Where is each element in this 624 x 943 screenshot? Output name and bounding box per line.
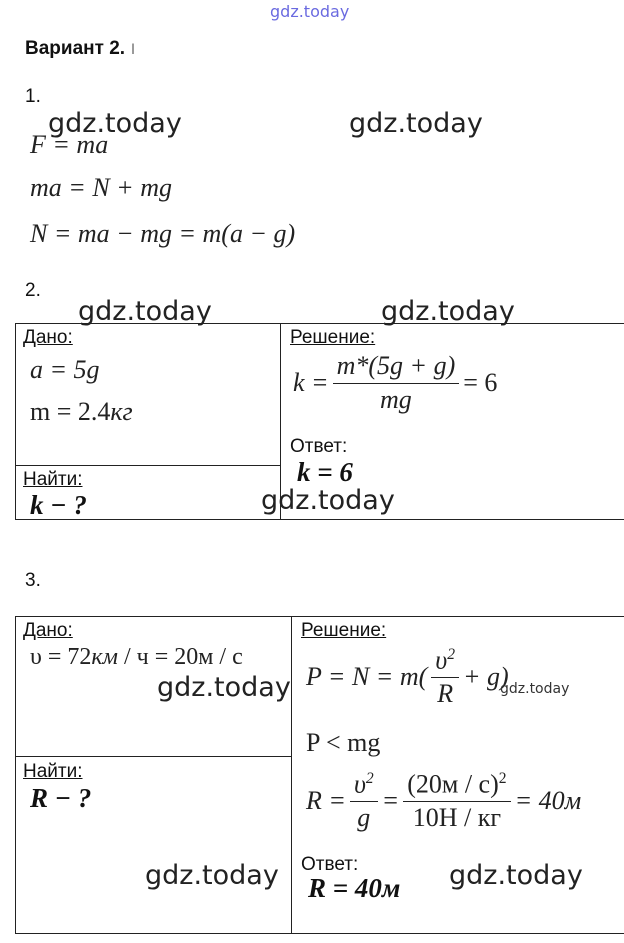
task3-find-title: Найти: bbox=[23, 761, 83, 782]
task3-sol3-denominator-2: 10Н / кг bbox=[412, 803, 502, 833]
task3-given-v: υ = 72 bbox=[30, 644, 92, 670]
text-cursor: ı bbox=[130, 38, 136, 59]
task2-sol-lhs: k = bbox=[293, 368, 329, 398]
task3-sol1-numerator: $\upsilon^2$ bbox=[431, 646, 459, 678]
task2-given-m-unit: кг bbox=[110, 397, 133, 426]
task3-sol3-lhs: R = bbox=[306, 786, 346, 816]
page-title-text: Вариант 2. bbox=[25, 38, 131, 59]
task3-sol3-fraction-2 bbox=[403, 770, 510, 833]
task2-solution-formula bbox=[293, 352, 497, 414]
task3-given-speed bbox=[30, 644, 243, 671]
watermark: gdz.today bbox=[78, 296, 212, 327]
task2-find: k − ? bbox=[30, 490, 87, 520]
watermark: gdz.today bbox=[157, 672, 291, 703]
task3-sol3-rhs: = 40м bbox=[514, 786, 582, 816]
task2-sol-denominator: mg bbox=[380, 384, 412, 414]
task1-equation-3: N = ma − mg = m(a − g) bbox=[30, 219, 296, 248]
task2-solution-title: Решение: bbox=[290, 327, 376, 348]
task2-sol-rhs: = 6 bbox=[463, 368, 498, 398]
task2-sol-numerator: m*(5g + g) bbox=[333, 352, 460, 384]
task1-number: 1. bbox=[25, 86, 41, 107]
task3-sol3-eq: = bbox=[381, 786, 400, 816]
task2-given-title: Дано: bbox=[23, 327, 73, 348]
task2-answer-title: Ответ: bbox=[290, 436, 348, 457]
task3-solution-title: Решение: bbox=[301, 620, 387, 641]
watermark: gdz.today bbox=[48, 108, 182, 139]
watermark: gdz.today bbox=[449, 860, 583, 891]
task3-sol1-denominator: R bbox=[437, 679, 454, 709]
task3-sol3-numerator-1: $\upsilon^2$ bbox=[350, 770, 378, 802]
task3-solution-formula-1 bbox=[306, 646, 509, 709]
task3-sol3-numerator-2: (20м / с)$^2$ bbox=[403, 770, 510, 802]
task3-sol1-rhs: + g) bbox=[463, 662, 509, 692]
task3-given-km: км bbox=[91, 644, 118, 670]
page-title bbox=[25, 38, 136, 60]
task3-solution-formula-3 bbox=[306, 770, 581, 833]
task1-equation-1: F = ma bbox=[30, 130, 109, 159]
task3-sol1-fraction bbox=[431, 646, 459, 709]
watermark: gdz.today bbox=[381, 296, 515, 327]
task2-find-title: Найти: bbox=[23, 469, 83, 490]
task2-answer: k = 6 bbox=[297, 457, 353, 487]
small-watermark: gdz.today bbox=[500, 681, 570, 697]
task3-sol3-fraction-1 bbox=[350, 770, 378, 833]
task2-given-m bbox=[30, 397, 133, 427]
task2-number: 2. bbox=[25, 280, 41, 301]
task3-answer: R = 40м bbox=[308, 873, 401, 903]
watermark: gdz.today bbox=[349, 108, 483, 139]
header-watermark: gdz.today bbox=[270, 2, 350, 21]
task3-sol1-lhs: P = N = m( bbox=[306, 662, 428, 692]
task3-find: R − ? bbox=[30, 783, 92, 813]
watermark: gdz.today bbox=[261, 485, 395, 516]
task2-given-m-value: m = 2.4 bbox=[30, 397, 111, 426]
task3-solution-formula-2: P < mg bbox=[306, 728, 381, 757]
task3-number: 3. bbox=[25, 570, 41, 591]
task3-answer-title: Ответ: bbox=[301, 854, 359, 875]
task2-sol-fraction bbox=[333, 352, 460, 414]
watermark: gdz.today bbox=[145, 860, 279, 891]
task2-given-a: a = 5g bbox=[30, 355, 100, 384]
task1-equation-2: ma = N + mg bbox=[30, 173, 172, 202]
task3-given-title: Дано: bbox=[23, 620, 73, 641]
task3-sol3-denominator-1: g bbox=[357, 803, 371, 833]
task3-given-rest: / ч = 20м / с bbox=[117, 644, 243, 670]
